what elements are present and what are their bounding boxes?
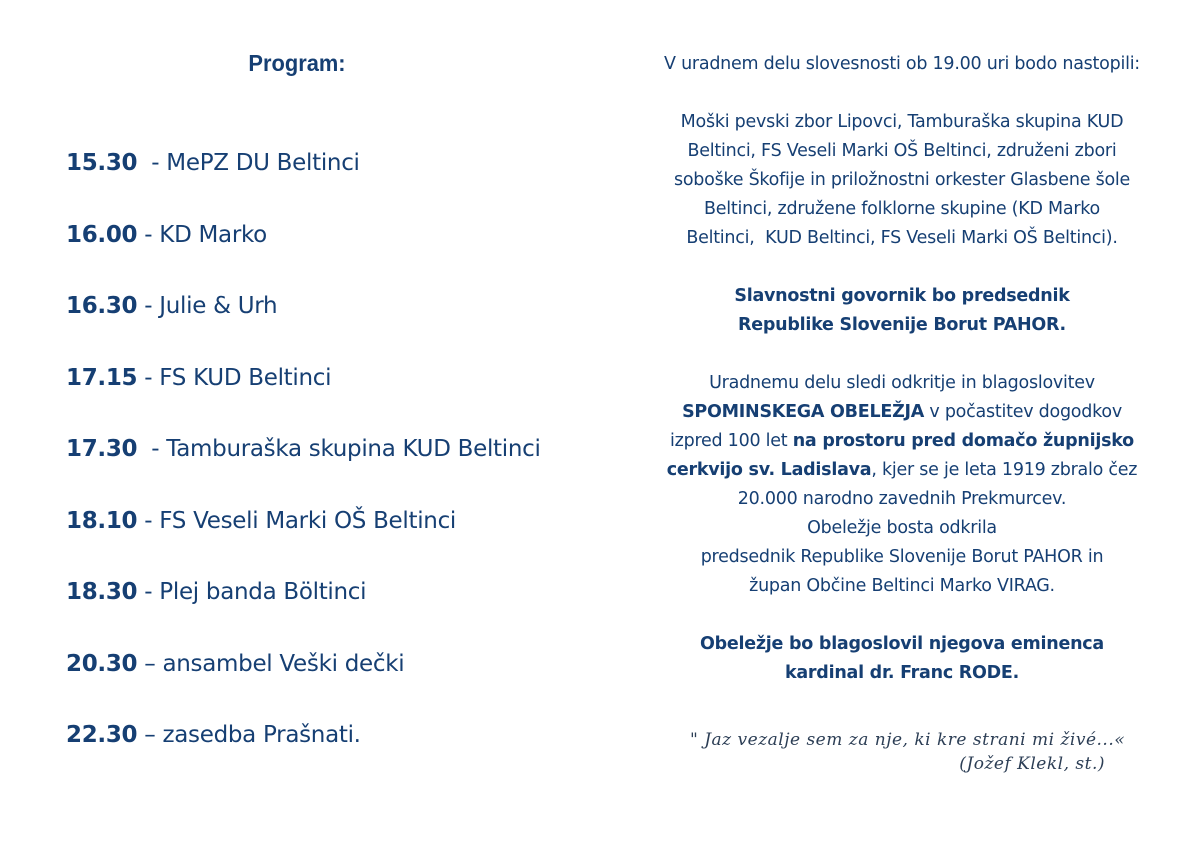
unveil-line: Obeležje bosta odkrila — [807, 518, 997, 538]
location-text: na prostoru pred domačo župnijsko — [792, 431, 1134, 451]
schedule-time: 18.10 — [66, 507, 138, 534]
schedule-item — [66, 362, 541, 434]
schedule-item — [66, 433, 541, 505]
church-name: cerkvijo sv. Ladislava — [666, 460, 872, 480]
program-title: Program: — [248, 50, 346, 76]
schedule-item — [66, 147, 541, 219]
unveil-text: , kjer se je leta 1919 zbralo čez — [871, 460, 1138, 480]
schedule-time: 16.30 — [66, 293, 138, 319]
blessing-line: Obeležje bo blagoslovil njegova eminenca — [699, 634, 1104, 654]
schedule-act: - Tamburaška skupina KUD Beltinci — [137, 436, 541, 462]
schedule-item — [66, 719, 541, 791]
unveil-text: izpred 100 let — [670, 431, 793, 451]
schedule-act: - MePZ DU Beltinci — [137, 150, 360, 176]
unveil-line — [632, 427, 1172, 456]
schedule-act: - Plej banda Böltinci — [137, 579, 367, 605]
quote-text: " Jaz vezalje sem za nje, ki kre strani mi živé...« — [690, 730, 1126, 750]
unveil-line — [632, 456, 1172, 485]
schedule-time: 18.30 — [66, 579, 138, 605]
speaker-line: Republike Slovenije Borut PAHOR. — [738, 315, 1066, 335]
ceremony-intro: V uradnem delu slovesnosti ob 19.00 uri bodo nastopili: — [664, 54, 1140, 74]
schedule-act: - FS Veseli Marki OŠ Beltinci — [137, 507, 457, 534]
schedule-time: 20.30 — [66, 650, 138, 677]
unveil-text: v počastitev dogodkov — [924, 402, 1122, 422]
performers-line: Beltinci, KUD Beltinci, FS Veseli Marki OŠ Beltinci). — [686, 228, 1118, 248]
schedule-act: - FS KUD Beltinci — [137, 364, 332, 391]
program-schedule — [66, 147, 541, 791]
schedule-item — [66, 505, 541, 577]
quote-author: (Jožef Klekl, st.) — [959, 754, 1105, 774]
schedule-item — [66, 290, 541, 362]
speaker-line: Slavnostni govornik bo predsednik — [734, 286, 1070, 306]
schedule-act: - Julie & Urh — [137, 293, 278, 319]
memorial-name: SPOMINSKEGA OBELEŽJA — [682, 402, 925, 422]
performers-line: Moški pevski zbor Lipovci, Tamburaška skupina KUD — [680, 112, 1124, 132]
schedule-item — [66, 219, 541, 291]
closing-quote — [690, 730, 1160, 774]
schedule-time: 17.15 — [66, 364, 138, 391]
schedule-act: - KD Marko — [137, 221, 267, 248]
schedule-act: – ansambel Veški dečki — [137, 650, 405, 677]
schedule-act: – zasedba Prašnati. — [137, 722, 361, 748]
unveil-line: 20.000 narodno zavednih Prekmurcev. — [737, 489, 1067, 509]
performers-line: soboške Škofije in priložnostni orkester Glasbene šole — [673, 170, 1131, 190]
blessing-line: kardinal dr. Franc RODE. — [784, 663, 1020, 683]
unveil-line — [632, 398, 1172, 427]
ceremony-text — [632, 50, 1172, 688]
unveil-line: župan Občine Beltinci Marko VIRAG. — [749, 576, 1055, 596]
unveil-line: Uradnemu delu sledi odkritje in blagoslovitev — [709, 373, 1095, 393]
schedule-time: 15.30 — [66, 150, 138, 176]
schedule-time: 22.30 — [66, 722, 138, 748]
schedule-time: 16.00 — [66, 221, 138, 248]
schedule-item — [66, 648, 541, 720]
performers-line: Beltinci, združene folklorne skupine (KD Marko — [703, 199, 1101, 219]
unveil-line: predsednik Republike Slovenije Borut PAHOR in — [700, 547, 1104, 567]
performers-line: Beltinci, FS Veseli Marki OŠ Beltinci, združeni zbori — [687, 141, 1117, 161]
schedule-item — [66, 576, 541, 648]
schedule-time: 17.30 — [66, 436, 138, 462]
